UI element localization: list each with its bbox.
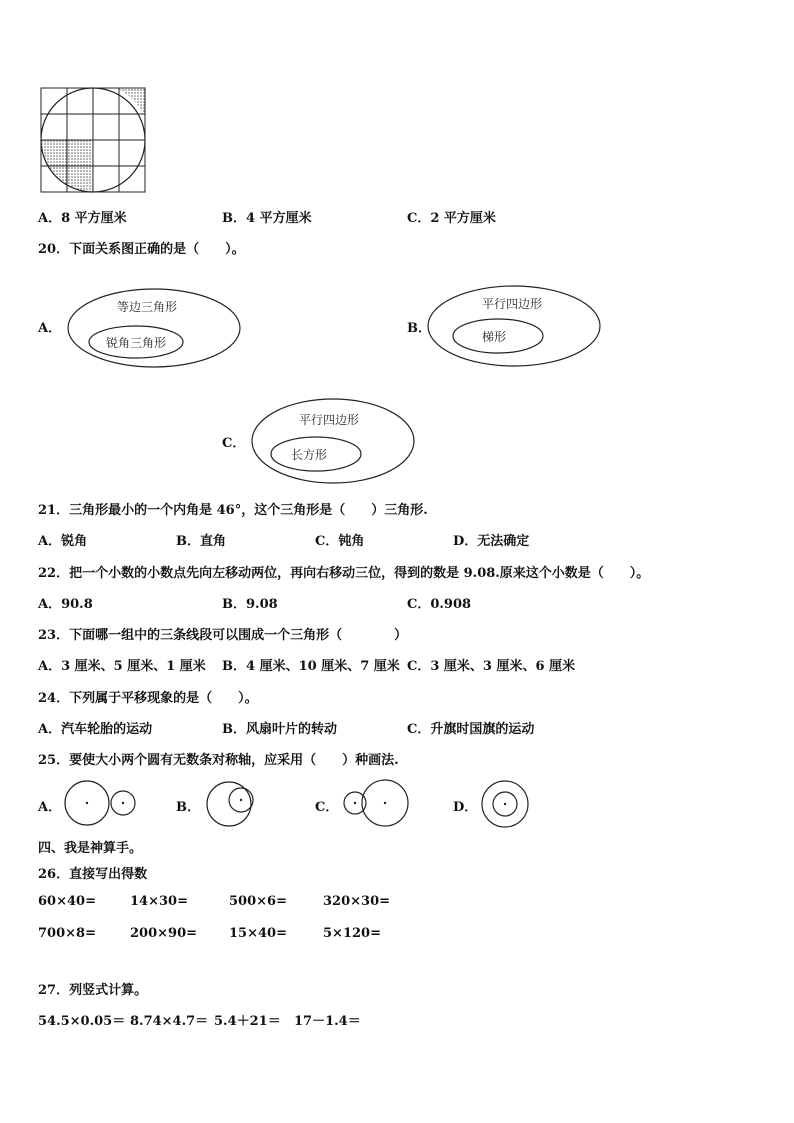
q20-c-outer-label: 平行四边形 [298,413,360,427]
q24-stem: 24．下列属于平移现象的是（ ）。 [38,691,258,706]
q27-item: 8.74×4.7＝ [130,1014,209,1029]
q26-item: 700×8= [38,926,96,941]
q19-grid-circle-figure [38,86,148,194]
q20-option-a-diagram[interactable] [66,287,242,369]
q20-option-c-diagram[interactable] [250,397,416,485]
q26-item: 14×30= [130,894,188,909]
q22-option-c[interactable]: C．0.908 [407,597,472,612]
q20-b-outer-label: 平行四边形 [481,297,543,311]
q22-option-b[interactable]: B．9.08 [222,597,278,612]
q27-item: 5.4＋21＝ [214,1014,281,1029]
q25-option-a-label[interactable]: A． [38,800,62,815]
q26-stem: 26．直接写出得数 [38,867,148,882]
q26-item: 5×120= [323,926,381,941]
q20-c-inner-label: 长方形 [290,448,328,462]
q21-option-b[interactable]: B．直角 [176,534,227,549]
q22-option-a[interactable]: A．90.8 [38,597,93,612]
q25-option-c-label[interactable]: C． [315,800,339,815]
q23-option-a[interactable]: A．3 厘米、5 厘米、1 厘米 [38,659,206,674]
q25-option-c-circles[interactable] [341,779,411,827]
q25-option-d-circles[interactable] [480,780,530,828]
section-4-title: 四、我是神算手。 [38,841,143,856]
q26-item: 15×40= [229,926,287,941]
q24-option-c[interactable]: C．升旗时国旗的运动 [407,722,535,737]
q25-option-b-label[interactable]: B． [176,800,200,815]
q21-stem: 21．三角形最小的一个内角是 46°，这个三角形是（ ）三角形. [38,503,428,518]
q26-item: 200×90= [130,926,198,941]
q27-item: 54.5×0.05＝ [38,1014,126,1029]
q19-option-b[interactable]: B．4 平方厘米 [222,211,312,226]
q19-option-a[interactable]: A．8 平方厘米 [38,211,127,226]
q20-stem: 20．下面关系图正确的是（ ）。 [38,242,245,257]
q20-option-c-label[interactable]: C． [222,436,246,451]
q23-option-c[interactable]: C．3 厘米、3 厘米、6 厘米 [407,659,576,674]
q27-item: 17－1.4＝ [294,1014,361,1029]
q21-option-d[interactable]: D．无法确定 [453,534,530,549]
q26-item: 500×6= [229,894,287,909]
q24-option-a[interactable]: A．汽车轮胎的运动 [38,722,153,737]
q25-option-d-label[interactable]: D． [453,800,478,815]
q25-option-b-circles[interactable] [204,780,256,828]
q20-option-b-diagram[interactable] [426,284,602,368]
q25-stem: 25．要使大小两个圆有无数条对称轴，应采用（ ）种画法. [38,753,399,768]
q21-option-a[interactable]: A．锐角 [38,534,88,549]
q20-a-outer-label: 等边三角形 [116,300,178,314]
q26-item: 60×40= [38,894,96,909]
q24-option-b[interactable]: B．风扇叶片的转动 [222,722,338,737]
q20-b-inner-label: 梯形 [481,330,507,344]
q23-stem: 23．下面哪一组中的三条线段可以围成一个三角形（ ） [38,628,408,643]
q25-option-a-circles[interactable] [60,780,140,826]
q20-option-b-label[interactable]: B． [407,321,431,336]
q23-option-b[interactable]: B．4 厘米、10 厘米、7 厘米 [222,659,400,674]
q19-option-c[interactable]: C．2 平方厘米 [407,211,496,226]
q21-option-c[interactable]: C．钝角 [315,534,365,549]
q22-stem: 22．把一个小数的小数点先向左移动两位，再向右移动三位，得到的数是 9.08.原来这个小数是（ ）。 [38,566,650,581]
q27-stem: 27．列竖式计算。 [38,983,148,998]
q20-option-a-label[interactable]: A． [38,321,62,336]
q26-item: 320×30= [323,894,391,909]
q20-a-inner-label: 锐角三角形 [105,336,167,350]
q19-shade-top-right [119,88,145,114]
